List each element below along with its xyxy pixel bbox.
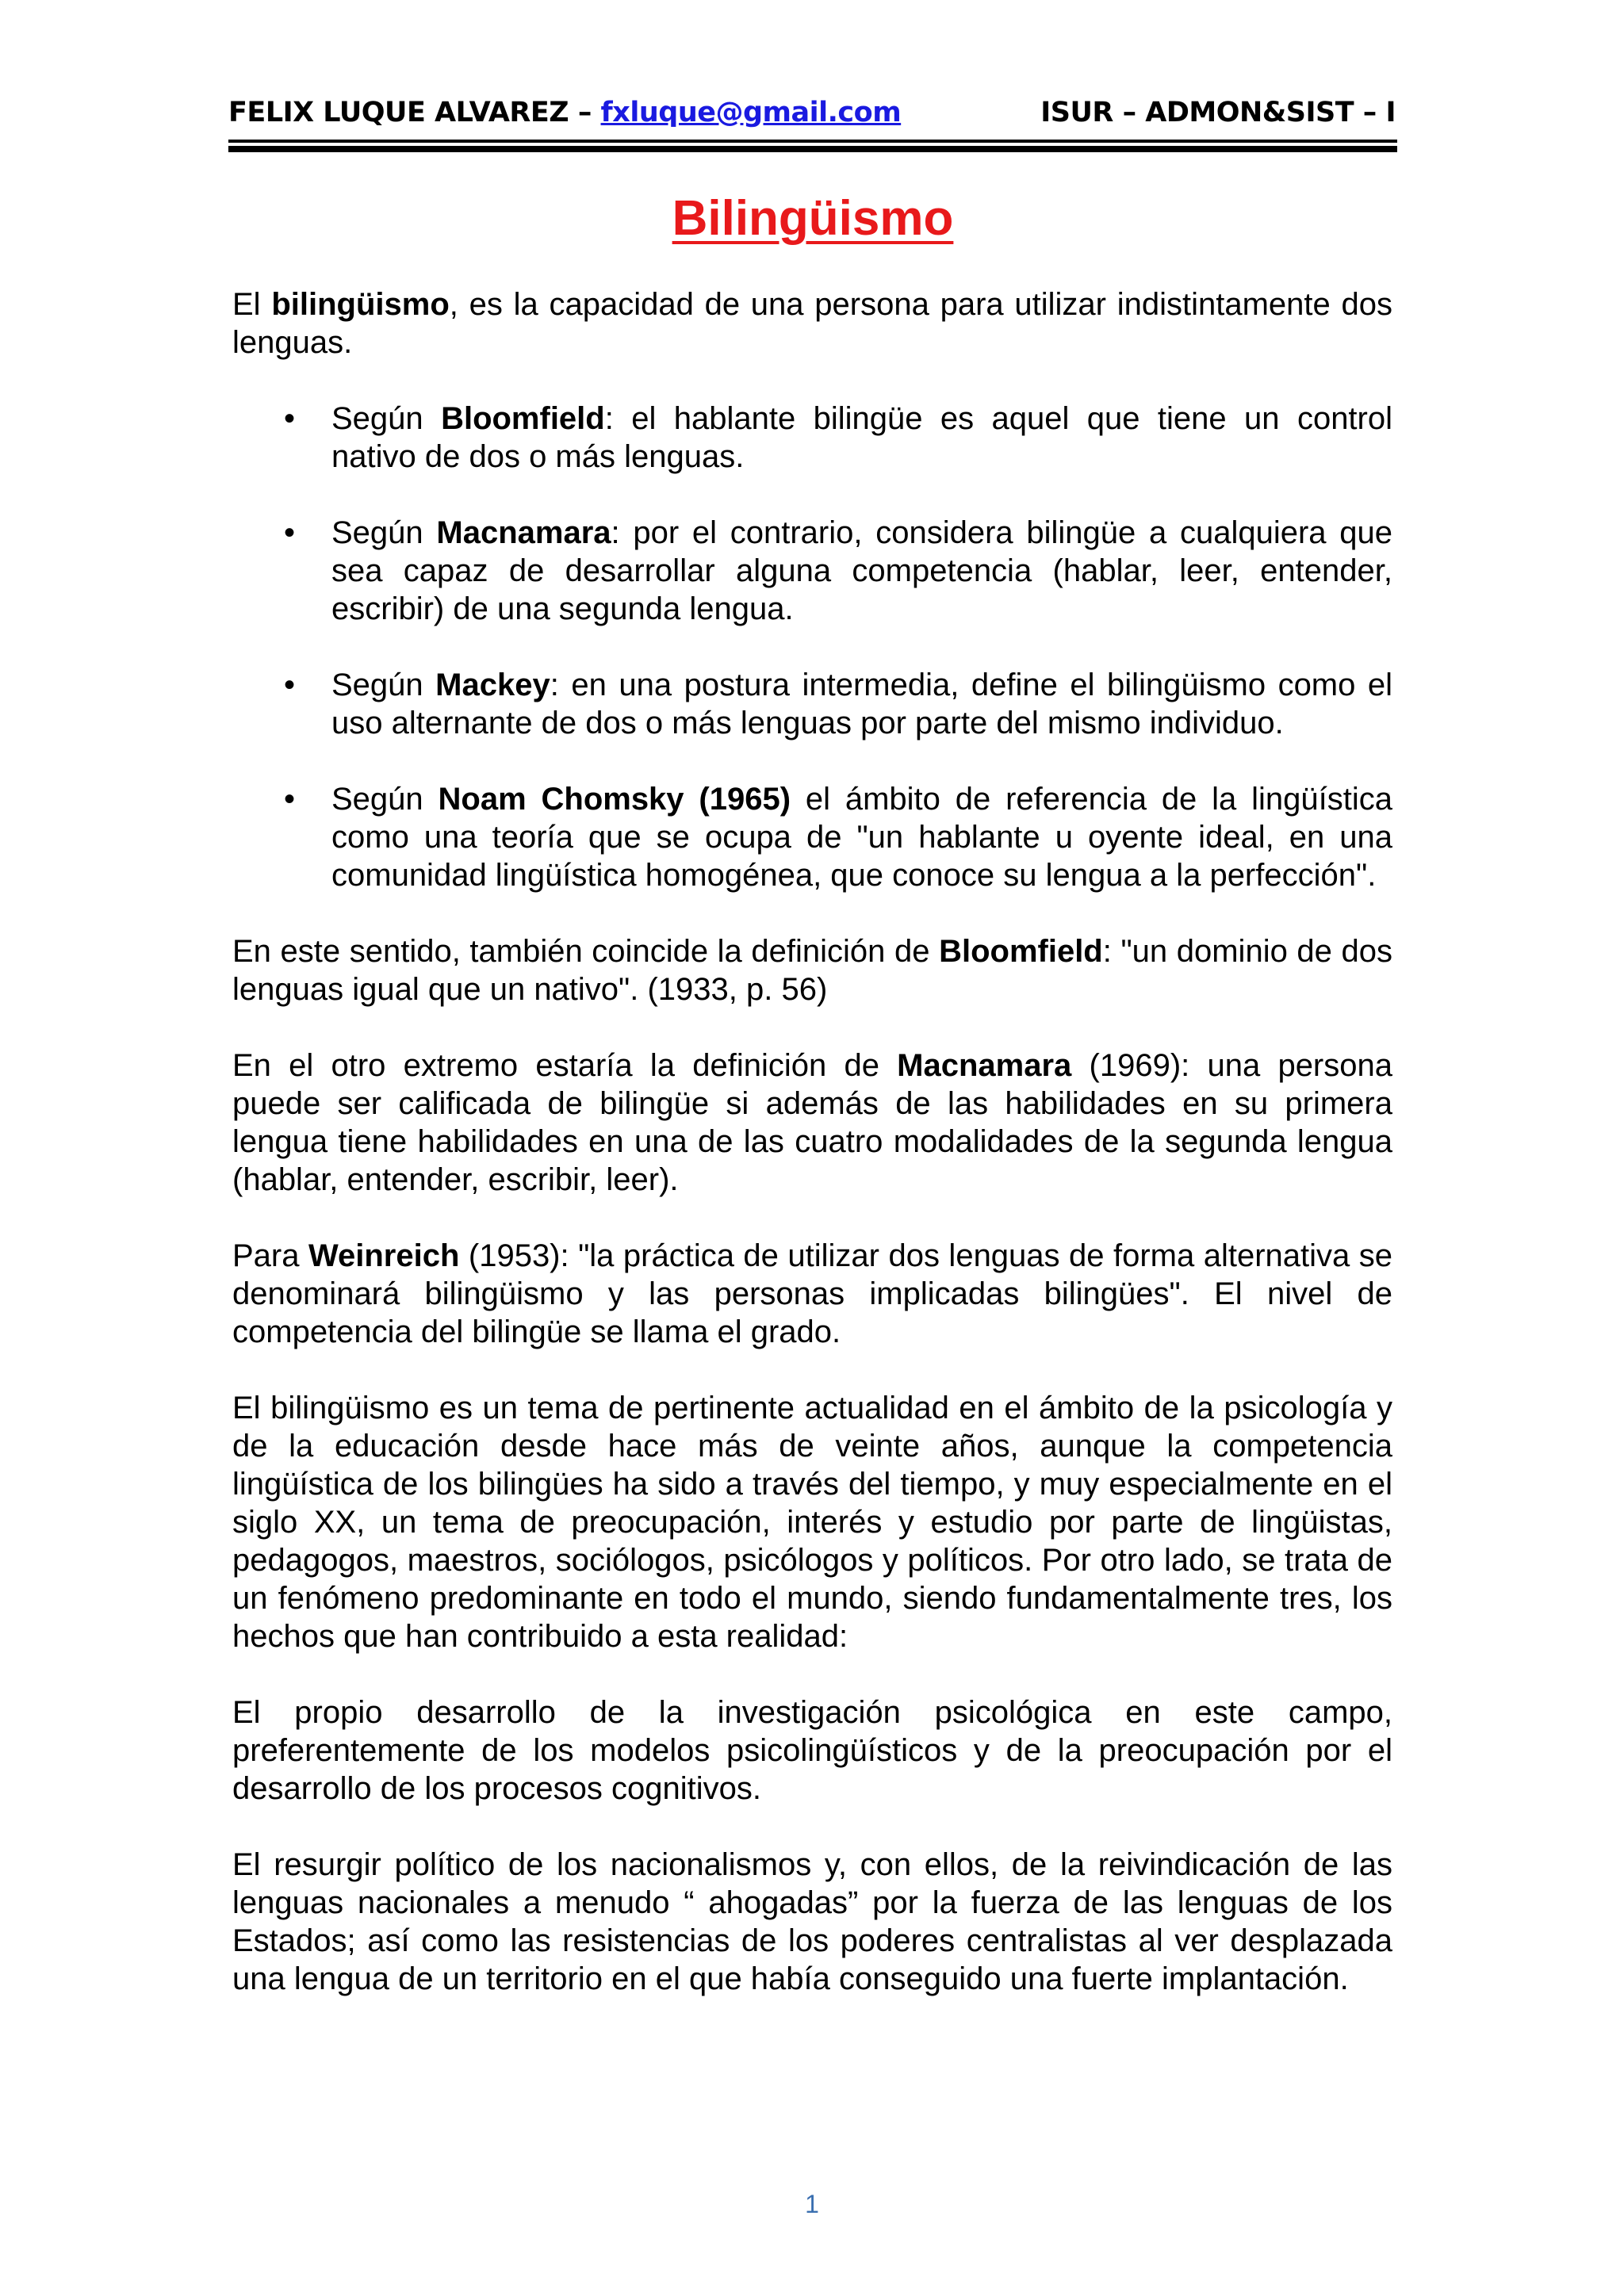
- bullet-marker: •: [284, 668, 296, 702]
- header-author-block: [228, 97, 901, 128]
- bullet-marker: •: [284, 515, 296, 550]
- paragraph-bloomfield: En este sentido, también coincide la definición de Bloomfield: "un dominio de dos lenguas igual que un nativo". (1933, p. 56): [232, 934, 1392, 1007]
- list-item-macnamara: • Según Macnamara: por el contrario, considera bilingüe a cualquiera que sea capaz de desarrollar alguna competencia (hablar, leer, entender, escribir) de una segunda lengua.: [284, 515, 1392, 626]
- page-header: [228, 94, 1396, 128]
- definitions-list: [232, 400, 1392, 894]
- header-course: ISUR – ADMON&SIST – I: [1040, 97, 1396, 128]
- intro-paragraph: El bilingüismo, es la capacidad de una persona para utilizar indistintamente dos lenguas.: [232, 287, 1392, 360]
- list-item-bloomfield: • Según Bloomfield: el hablante bilingüe es aquel que tiene un control nativo de dos o más lenguas.: [284, 401, 1393, 474]
- bullet-marker: •: [284, 782, 296, 817]
- list-item-chomsky: • Según Noam Chomsky (1965) el ámbito de referencia de la lingüística como una teoría que se ocupa de "un hablante u oyente ideal, en una comunidad lingüística homogénea, que conoce su lengua a la perfección".: [284, 782, 1393, 893]
- document-body: [232, 285, 1392, 2036]
- paragraph-weinreich: Para Weinreich (1953): "la práctica de utilizar dos lenguas de forma alternativa se denominará bilingüismo y las personas implicadas bilingües". El nivel de competencia del bilingüe se llama el grado.: [232, 1238, 1392, 1349]
- header-rule-thick: [228, 146, 1397, 152]
- header-author: FELIX LUQUE ALVAREZ –: [228, 97, 592, 128]
- list-item-mackey: • Según Mackey: en una postura intermedia, define el bilingüismo como el uso alternante de dos o más lenguas por parte del mismo individuo.: [284, 668, 1393, 740]
- header-email-link[interactable]: fxluque@gmail.com: [600, 97, 902, 128]
- page-number: 1: [805, 2190, 819, 2218]
- paragraph-actualidad: El bilingüismo es un tema de pertinente actualidad en el ámbito de la psicología y de la educación desde hace más de veinte años, aunque la competencia lingüística de los bilingües ha sido a través del tiempo, y muy especialmente en el siglo XX, un tema de preocupación, interés y estudio por parte de lingüistas, pedagogos, maestros, sociólogos, psicólogos y políticos. Por otro lado, se trata de un fenómeno predominante en todo el mundo, siendo fundamentalmente tres, los hechos que han contribuido a esta realidad:: [232, 1391, 1392, 1654]
- paragraph-resurgir: El resurgir político de los nacionalismos y, con ellos, de la reivindicación de las lenguas nacionales a menudo “ ahogadas” por la fuerza de las lenguas de los Estados; así como las resistencias de los poderes centralistas al ver desplazada una lengua de un territorio en el que había conseguido una fuerte implantación.: [232, 1847, 1392, 1996]
- paragraph-desarrollo: El propio desarrollo de la investigación psicológica en este campo, preferentemente de los modelos psicolingüísticos y de la preocupación por el desarrollo de los procesos cognitivos.: [232, 1695, 1392, 1806]
- page-title: Bilingüismo: [672, 191, 954, 246]
- bullet-marker: •: [284, 401, 296, 436]
- intro-term: bilingüismo: [271, 287, 450, 322]
- paragraph-macnamara: En el otro extremo estaría la definición de Macnamara (1969): una persona puede ser calificada de bilingüe si además de las habilidades en su primera lengua tiene habilidades en una de las cuatro modalidades de la segunda lengua (hablar, entender, escribir, leer).: [232, 1048, 1392, 1197]
- header-rule-thin: [228, 140, 1397, 143]
